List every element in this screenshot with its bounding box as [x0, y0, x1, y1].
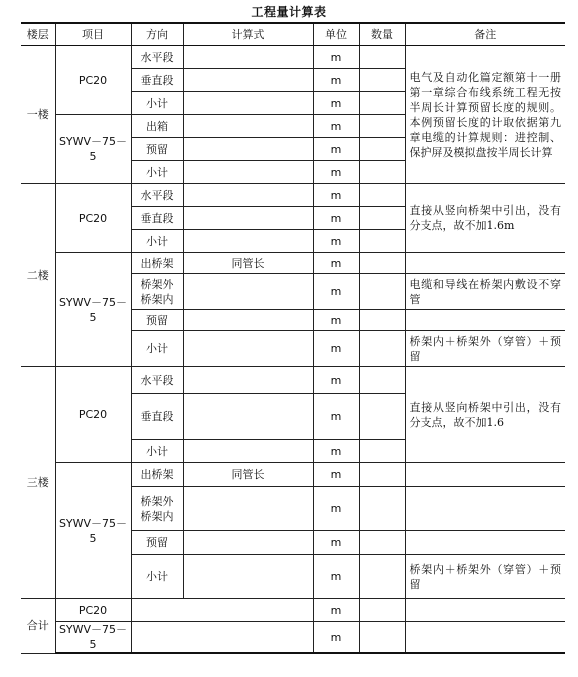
- formula-cell: [183, 487, 313, 531]
- table-row: [21, 367, 565, 394]
- table-row: [21, 253, 565, 274]
- floor-cell: 一楼: [21, 46, 55, 184]
- quantity-cell: [359, 207, 405, 230]
- quantity-cell: [359, 331, 405, 367]
- formula-cell: [183, 394, 313, 440]
- unit-cell: m: [313, 531, 359, 555]
- quantity-cell: [359, 92, 405, 115]
- direction-cell: 垂直段: [131, 69, 183, 92]
- item-cell: SYWV－75－5: [55, 115, 131, 184]
- quantity-cell: [359, 487, 405, 531]
- header-formula: 计算式: [183, 23, 313, 46]
- remarks-cell: 桥架内＋桥架外（穿管）＋预留: [405, 331, 565, 367]
- formula-cell: 同管长: [183, 463, 313, 487]
- remarks-cell: [405, 487, 565, 531]
- formula-cell: [183, 230, 313, 253]
- floor-cell: 二楼: [21, 184, 55, 367]
- item-cell: PC20: [55, 599, 131, 622]
- item-cell: PC20: [55, 184, 131, 253]
- remarks-cell: 桥架内＋桥架外（穿管）＋预留: [405, 555, 565, 599]
- quantity-cell: [359, 138, 405, 161]
- unit-cell: m: [313, 310, 359, 331]
- unit-cell: m: [313, 46, 359, 69]
- header-unit: 单位: [313, 23, 359, 46]
- formula-cell: [183, 274, 313, 310]
- table-row: [21, 463, 565, 487]
- direction-cell: 预留: [131, 531, 183, 555]
- direction-cell: 小计: [131, 161, 183, 184]
- remarks-cell: 电气及自动化篇定额第十一册第一章综合布线系统工程无按半周长计算预留长度的规则。本例预留长度的计取依据第九章电缆的计算规则：进控制、保护屏及模拟盘按半周长计算: [405, 46, 565, 184]
- item-cell: SYWV－75－5: [55, 253, 131, 367]
- quantity-cell: [359, 367, 405, 394]
- unit-cell: m: [313, 622, 359, 654]
- direction-cell: 预留: [131, 138, 183, 161]
- unit-cell: m: [313, 599, 359, 622]
- floor-cell: 三楼: [21, 367, 55, 599]
- header-quantity: 数量: [359, 23, 405, 46]
- direction-cell: 垂直段: [131, 394, 183, 440]
- quantity-cell: [359, 599, 405, 622]
- formula-cell: [183, 138, 313, 161]
- unit-cell: m: [313, 463, 359, 487]
- direction-cell: 桥架外 桥架内: [131, 274, 183, 310]
- unit-cell: m: [313, 394, 359, 440]
- item-cell: SYWV－75－5: [55, 622, 131, 654]
- formula-cell: [183, 440, 313, 463]
- quantity-cell: [359, 310, 405, 331]
- quantity-cell: [359, 69, 405, 92]
- formula-cell: [183, 161, 313, 184]
- remarks-cell: [405, 253, 565, 274]
- remarks-cell: [405, 310, 565, 331]
- quantity-cell: [359, 531, 405, 555]
- formula-cell: [183, 310, 313, 331]
- unit-cell: m: [313, 487, 359, 531]
- remarks-cell: [405, 531, 565, 555]
- item-cell: PC20: [55, 367, 131, 463]
- remarks-cell: 直接从竖向桥架中引出，没有分支点，故不加1.6m: [405, 184, 565, 253]
- direction-cell: 水平段: [131, 367, 183, 394]
- total-cell: 合计: [21, 599, 55, 654]
- header-remarks: 备注: [405, 23, 565, 46]
- direction-cell: 小计: [131, 230, 183, 253]
- quantity-cell: [359, 230, 405, 253]
- remarks-cell: 直接从竖向桥架中引出，没有分支点，故不加1.6: [405, 367, 565, 463]
- remarks-cell: [405, 622, 565, 654]
- formula-cell: [183, 46, 313, 69]
- unit-cell: m: [313, 184, 359, 207]
- formula-cell: [183, 92, 313, 115]
- remarks-cell: [405, 599, 565, 622]
- header-direction: 方向: [131, 23, 183, 46]
- item-cell: PC20: [55, 46, 131, 115]
- direction-cell: 垂直段: [131, 207, 183, 230]
- quantity-cell: [359, 46, 405, 69]
- direction-cell: 小计: [131, 555, 183, 599]
- quantity-cell: [359, 622, 405, 654]
- direction-cell: 出桥架: [131, 253, 183, 274]
- header-item: 项目: [55, 23, 131, 46]
- table-row: [21, 184, 565, 207]
- unit-cell: m: [313, 69, 359, 92]
- direction-cell: 出桥架: [131, 463, 183, 487]
- unit-cell: m: [313, 440, 359, 463]
- formula-cell: [183, 531, 313, 555]
- remarks-cell: 电缆和导线在桥架内敷设不穿管: [405, 274, 565, 310]
- formula-cell: [183, 555, 313, 599]
- formula-cell: [183, 207, 313, 230]
- direction-cell: 水平段: [131, 46, 183, 69]
- quantity-cell: [359, 184, 405, 207]
- quantity-calculation-table: [21, 22, 565, 654]
- item-cell: SYWV－75－5: [55, 463, 131, 599]
- table-title: 工程量计算表: [251, 5, 327, 19]
- formula-cell: [183, 184, 313, 207]
- quantity-cell: [359, 394, 405, 440]
- unit-cell: m: [313, 331, 359, 367]
- unit-cell: m: [313, 253, 359, 274]
- unit-cell: m: [313, 138, 359, 161]
- direction-cell: 预留: [131, 310, 183, 331]
- formula-cell: [183, 69, 313, 92]
- quantity-cell: [359, 115, 405, 138]
- formula-cell: [131, 622, 313, 654]
- header-floor: 楼层: [21, 23, 55, 46]
- unit-cell: m: [313, 274, 359, 310]
- table-row: [21, 622, 565, 654]
- quantity-cell: [359, 440, 405, 463]
- remarks-cell: [405, 463, 565, 487]
- unit-cell: m: [313, 367, 359, 394]
- unit-cell: m: [313, 161, 359, 184]
- direction-cell: 桥架外 桥架内: [131, 487, 183, 531]
- quantity-cell: [359, 463, 405, 487]
- unit-cell: m: [313, 207, 359, 230]
- direction-cell: 小计: [131, 440, 183, 463]
- direction-cell: 水平段: [131, 184, 183, 207]
- unit-cell: m: [313, 230, 359, 253]
- formula-cell: 同管长: [183, 253, 313, 274]
- formula-cell: [183, 331, 313, 367]
- table-row: [21, 599, 565, 622]
- quantity-cell: [359, 161, 405, 184]
- formula-cell: [183, 115, 313, 138]
- formula-cell: [183, 367, 313, 394]
- table-row: [21, 46, 565, 69]
- quantity-cell: [359, 555, 405, 599]
- header-row: [21, 23, 565, 46]
- quantity-cell: [359, 253, 405, 274]
- unit-cell: m: [313, 115, 359, 138]
- formula-cell: [131, 599, 313, 622]
- direction-cell: 小计: [131, 331, 183, 367]
- direction-cell: 出箱: [131, 115, 183, 138]
- quantity-cell: [359, 274, 405, 310]
- unit-cell: m: [313, 555, 359, 599]
- unit-cell: m: [313, 92, 359, 115]
- direction-cell: 小计: [131, 92, 183, 115]
